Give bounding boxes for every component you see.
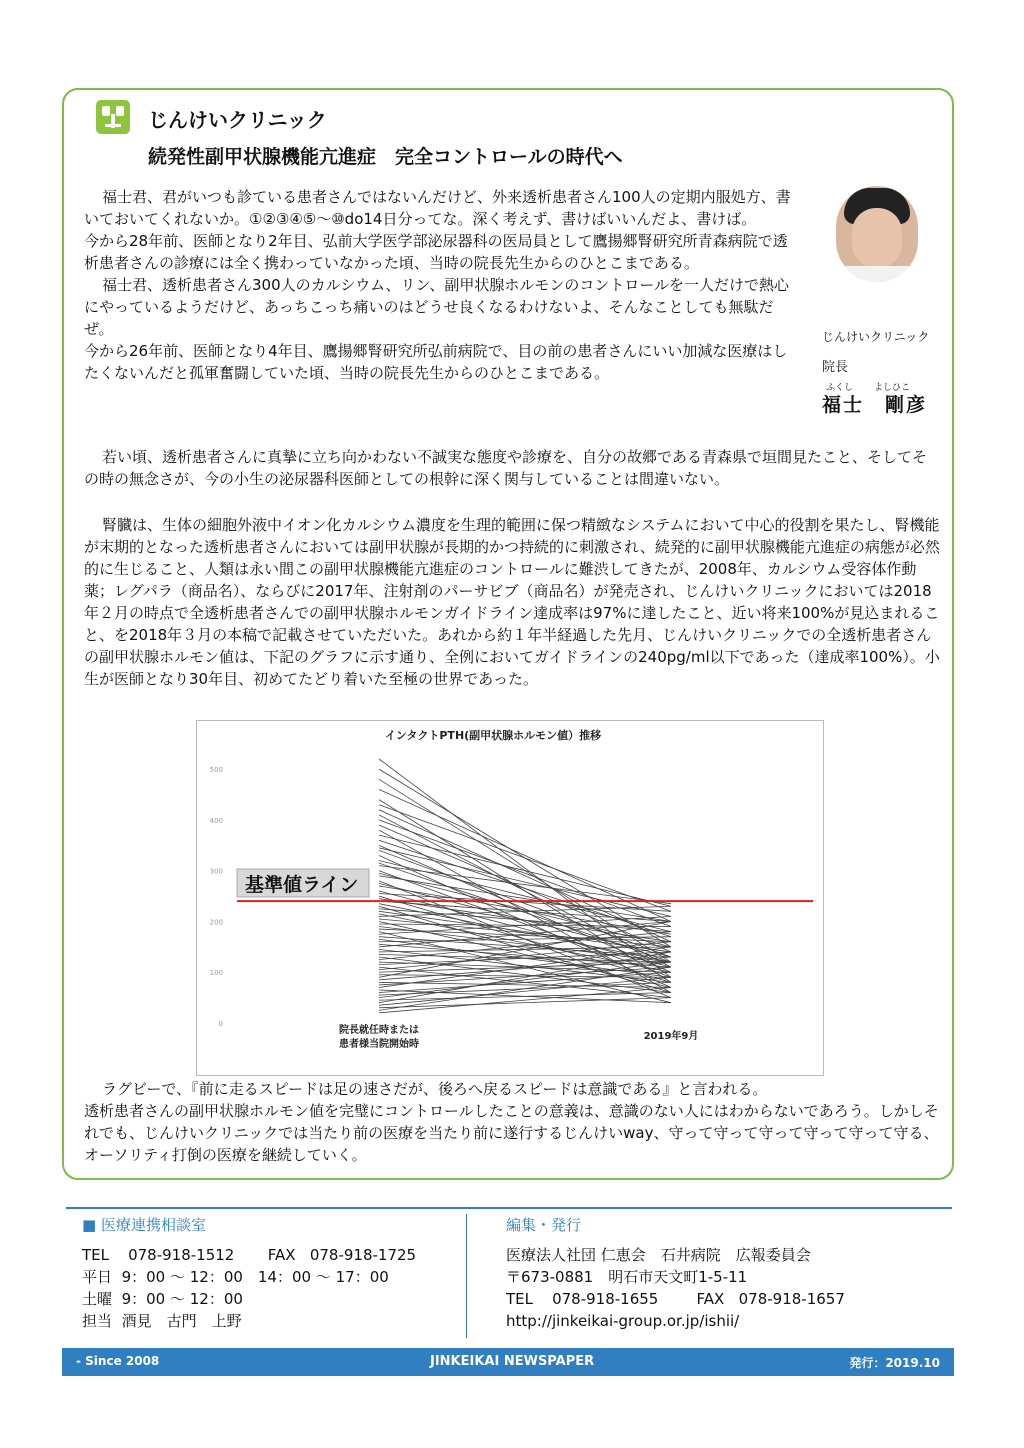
x-label-end: 2019年9月 (643, 1031, 699, 1042)
patient-line-9 (379, 820, 671, 927)
patient-line-26 (379, 886, 671, 934)
publisher: 医療法人社団 仁恵会 石井病院 広報委員会 (506, 1246, 811, 1264)
paragraph-7: ラグビーで、『前に走るスピードは足の速さだが、後ろへ戻るスピードは意識である』と言われる。 (102, 1080, 768, 1098)
x-label-start-2: 患者様当院開始時 (339, 1039, 419, 1050)
paragraph-3: 福士君、透析患者さん300人のカルシウム、リン、副甲状腺ホルモンのコントロールを一人だけで熱心にやっているようだけど、あっちこっち痛いのはどうせ良くなるわけないよ、そんなことしても無駄だぜ。 (84, 276, 790, 338)
square-bullet-icon: ■ (82, 1216, 101, 1234)
footer-left (82, 1214, 462, 1332)
paragraph-6: 腎臓は、生体の細胞外液中イオン化カルシウム濃度を生理的範囲に保つ精緻なシステムにおいて中心的役割を果たし、腎機能が末期的となった透析患者さんにおいては副甲状腺が長期的かつ持続的に刺激され、続発的に副甲状腺機能亢進症の病態が必然的に生じること、人類は永い間この副甲状腺機能亢進症のコントロールに難渋してきたが、2008年、カルシウム受容体作動薬；レグパラ（商品名）、ならびに2017年、注射剤のパーサビブ（商品名）が発売され、じんけいクリニックにおいては2018年２月の時点で全透析患者さんでの副甲状腺ホルモンガイドライン達成率は97%に達したこと、近い将来100%が見込まれること、を2018年３月の本稿で記載させていただいた。あれから約１年半経過した先月、じんけいクリニックでの全透析患者さんの副甲状腺ホルモン値は、下記のグラフに示す通り、全例においてガイドラインの240pg/ml以下であった（達成率100%）。小生が医師となり30年目、初めてたどり着いた至極の世界であった。 (84, 516, 940, 688)
patient-line-74 (379, 967, 671, 1010)
chart-title: インタクトPTH(副甲状腺ホルモン値）推移 (384, 729, 602, 742)
fax2-label: FAX (696, 1290, 725, 1308)
footer-column-divider (466, 1214, 467, 1338)
footer-left-heading: 医療連携相談室 (100, 1216, 206, 1234)
footer-right-heading: 編集・発行 (506, 1216, 582, 1234)
patient-line-12 (379, 835, 671, 906)
doctor-ruby-family: ふくし (826, 383, 854, 393)
fax-label: FAX (267, 1246, 296, 1264)
y-tick-label: 100 (209, 969, 223, 978)
pth-chart-svg (197, 721, 823, 1075)
paragraph-8: 透析患者さんの副甲状腺ホルモン値を完璧にコントロールしたことの意義は、意識のない人にはわからないであろう。しかしそれでも、じんけいクリニックでは当たり前の医療を当たり前に遂行するじんけいway、守って守って守って守って守って守る、オーソリティ打倒の医療を継続していく。 (84, 1102, 939, 1164)
footer-divider (66, 1207, 952, 1209)
intro-text (84, 186, 794, 384)
staff-label: 担当 (82, 1312, 113, 1330)
y-tick-label: 0 (218, 1020, 223, 1028)
issue-date: 発行：2019.10 (849, 1356, 940, 1370)
patient-line-63 (379, 982, 671, 987)
background-text (84, 446, 940, 490)
y-tick-label: 300 (209, 867, 223, 876)
saturday-hours: 9：00 ～ 12：00 (121, 1290, 243, 1308)
closing-text (84, 1078, 940, 1166)
y-tick-label: 400 (209, 816, 223, 825)
newspaper-name: JINKEIKAI NEWSPAPER (430, 1354, 595, 1369)
doctor-role: 院長 (822, 360, 849, 375)
fax2-number: 078-918-1657 (738, 1290, 845, 1308)
clinic-logo-icon (96, 100, 130, 134)
since-label: - Since 2008 (76, 1354, 160, 1368)
main-text (84, 514, 940, 690)
patient-line-61 (379, 921, 671, 977)
staff-names: 酒見 古門 上野 (121, 1312, 242, 1330)
article-headline: 続発性副甲状腺機能亢進症 完全コントロールの時代へ (148, 146, 623, 168)
pth-chart (196, 720, 824, 1076)
doctor-ruby-given: よしひこ (874, 383, 911, 393)
bottom-bar (62, 1348, 954, 1376)
address: 〒673-0881 明石市天文町1-5-11 (506, 1268, 748, 1286)
paragraph-1: 福士君、君がいつも診ている患者さんではないんだけど、外来透析患者さん100人の定期内服処方、書いておいてくれないか。①②③④⑤～⑩do14日分ってな。深く考えず、書けばいいんだよ、書けば。 (84, 188, 791, 228)
y-tick-label: 500 (209, 766, 223, 775)
tel-label: TEL (82, 1246, 109, 1264)
tel-number: 078-918-1512 (128, 1246, 235, 1264)
weekday-hours: 9：00 ～ 12：00 14：00 ～ 17：00 (121, 1268, 389, 1286)
reference-label: 基準値ライン (245, 874, 359, 896)
doctor-photo (836, 186, 918, 282)
footer-right (506, 1214, 946, 1332)
tel2-number: 078-918-1655 (552, 1290, 659, 1308)
x-label-start-1: 院長就任時または (339, 1025, 419, 1036)
paragraph-2: 今から28年前、医師となり2年目、弘前大学医学部泌尿器科の医局員として鷹揚郷腎研究所青森病院で透析患者さんの診療には全く携わっていなかった頃、当時の院長先生からのひとこまである。 (84, 232, 788, 272)
website-link[interactable]: http://jinkeikai-group.or.jp/ishii/ (506, 1312, 740, 1330)
doctor-clinic: じんけいクリニック (822, 330, 930, 344)
patient-line-56 (379, 952, 671, 965)
doctor-name: 福士 剛彦 (822, 394, 928, 416)
y-tick-label: 200 (209, 918, 223, 927)
fax-number: 078-918-1725 (309, 1246, 417, 1264)
tel2-label: TEL (506, 1290, 533, 1308)
clinic-title: じんけいクリニック (148, 108, 327, 132)
saturday-label: 土曜 (82, 1290, 113, 1308)
weekday-label: 平日 (82, 1268, 113, 1286)
paragraph-5: 若い頃、透析患者さんに真摯に立ち向かわない不誠実な態度や診療を、自分の故郷である青森県で垣間見たこと、そしてその時の無念さが、今の小生の泌尿器科医師としての根幹に深く関与していることは間違いない。 (84, 448, 928, 488)
paragraph-4: 今から26年前、医師となり4年目、鷹揚郷腎研究所弘前病院で、目の前の患者さんにいい加減な医療はしたくないんだと孤軍奮闘していた頃、当時の院長先生からのひとこまである。 (84, 342, 788, 382)
